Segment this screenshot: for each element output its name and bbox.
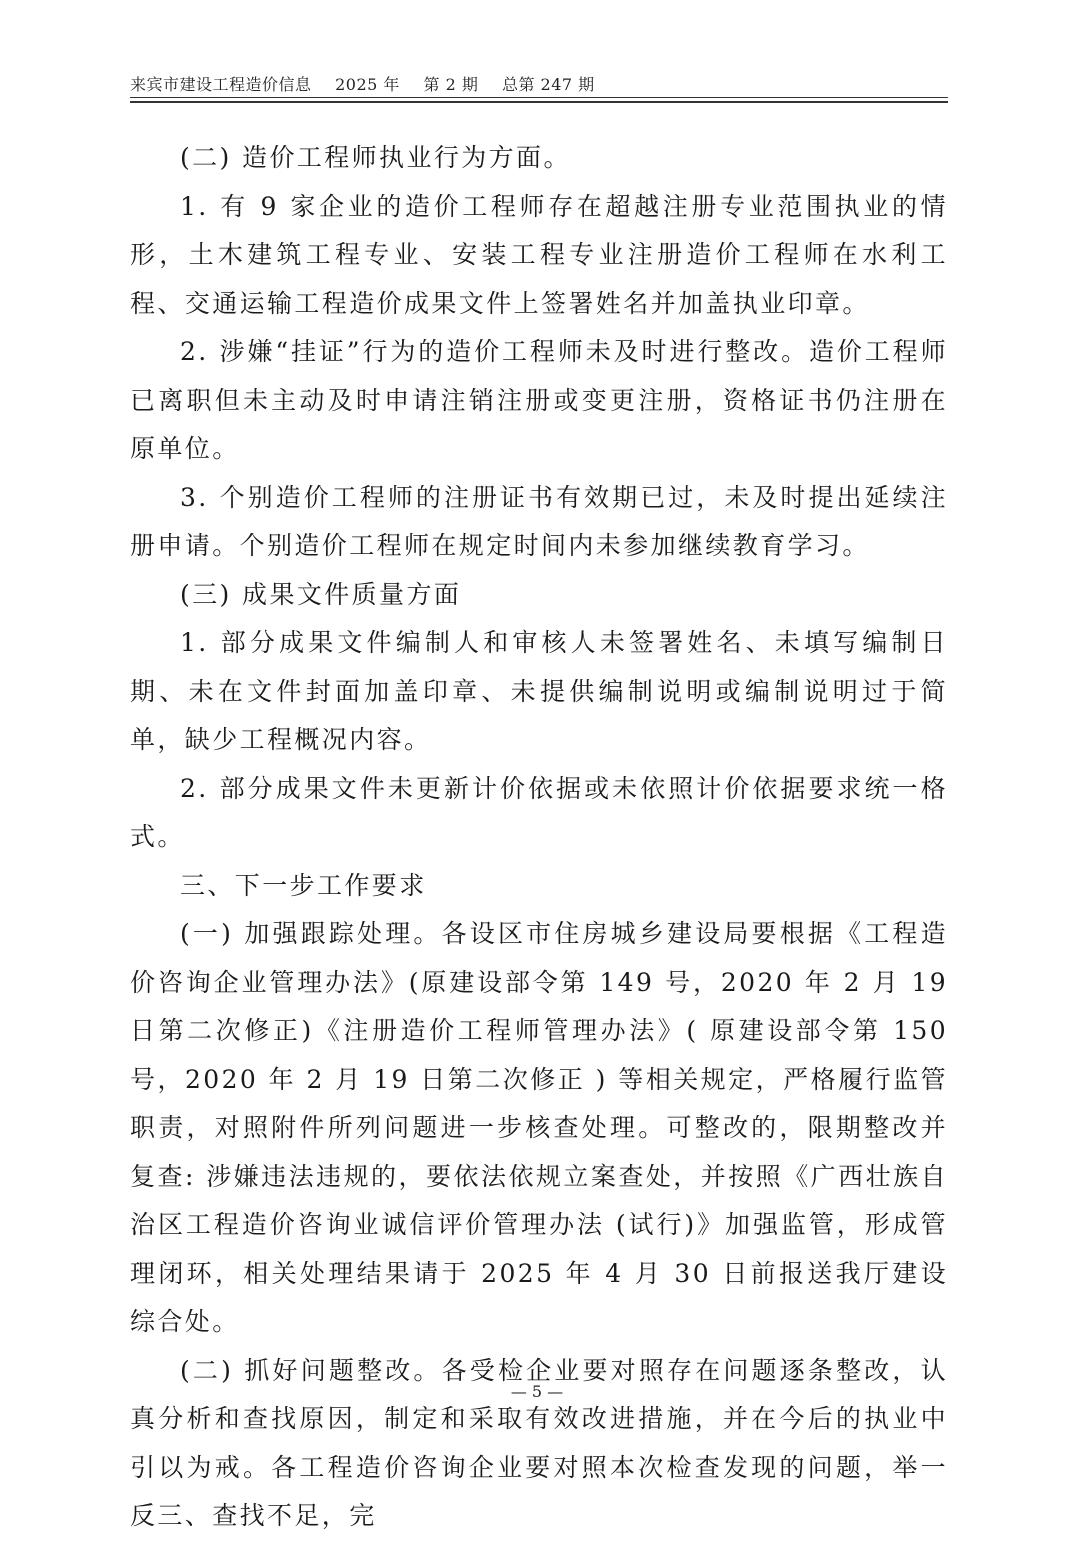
issue-year: 2025 年 <box>335 75 400 94</box>
body-text <box>130 134 948 1541</box>
paragraph-item-2: 2. 涉嫌“挂证”行为的造价工程师未及时进行整改。造价工程师已离职但未主动及时申请注销注册或变更注册，资格证书仍注册在原单位。 <box>130 337 948 463</box>
header-rule-thick <box>130 101 948 103</box>
paragraph-quality-item-2: 2. 部分成果文件未更新计价依据或未依照计价依据要求统一格式。 <box>130 773 948 851</box>
paragraph-tracking: (一) 加强跟踪处理。各设区市住房城乡建设局要根据《工程造价咨询企业管理办法》(原建设部令第 149 号，2020 年 2 月 19 日第二次修正)《注册造价工程师管理办法》( 原建设部令第 150 号，2020 年 2 月 19 日第二次修正 ) 等相关规定，严格履行监管职责，对照附件所列问题进一步核查处理。可整改的，限期整改并复查: 涉嫌违法违规的，要依法依规立案查处，并按照《广西壮族自治区工程造价咨询业诚信评价管理办法 (试行)》加强监管，形成管理闭环，相关处理结果请于 2025 年 4 月 30 日前报送我厅建设综合处。 <box>130 919 948 1336</box>
publication-title: 来宾市建设工程造价信息 <box>130 75 312 94</box>
running-header <box>130 72 950 95</box>
page-number: — 5 — <box>510 1382 564 1401</box>
paragraph-quality-item-1: 1. 部分成果文件编制人和审核人未签署姓名、未填写编制日期、未在文件封面加盖印章、未提供编制说明或编制说明过于简单，缺少工程概况内容。 <box>130 628 948 754</box>
issue-number: 第 2 期 <box>423 75 479 94</box>
paragraph-section-3-heading: (三) 成果文件质量方面 <box>180 579 462 609</box>
paragraph-item-3: 3. 个别造价工程师的注册证书有效期已过，未及时提出延续注册申请。个别造价工程师在规定时间内未参加继续教育学习。 <box>130 482 948 560</box>
header-rule-thin <box>130 97 948 98</box>
paragraph-next-steps-heading: 三、下一步工作要求 <box>180 870 427 900</box>
paragraph-item-1: 1. 有 9 家企业的造价工程师存在超越注册专业范围执业的情形，土木建筑工程专业、安装工程专业注册造价工程师在水利工程、交通运输工程造价成果文件上签署姓名并加盖执业印章。 <box>130 191 948 318</box>
total-issue-number: 总第 247 期 <box>501 75 595 94</box>
paragraph-rectification: (二) 抓好问题整改。各受检企业要对照存在问题逐条整改，认真分析和查找原因，制定和采取有效改进措施，并在今后的执业中引以为戒。各工程造价咨询企业要对照本次检查发现的问题，举一反三、查找不足，完 <box>130 1355 948 1530</box>
paragraph-section-2-heading: (二) 造价工程师执业行为方面。 <box>180 143 571 172</box>
